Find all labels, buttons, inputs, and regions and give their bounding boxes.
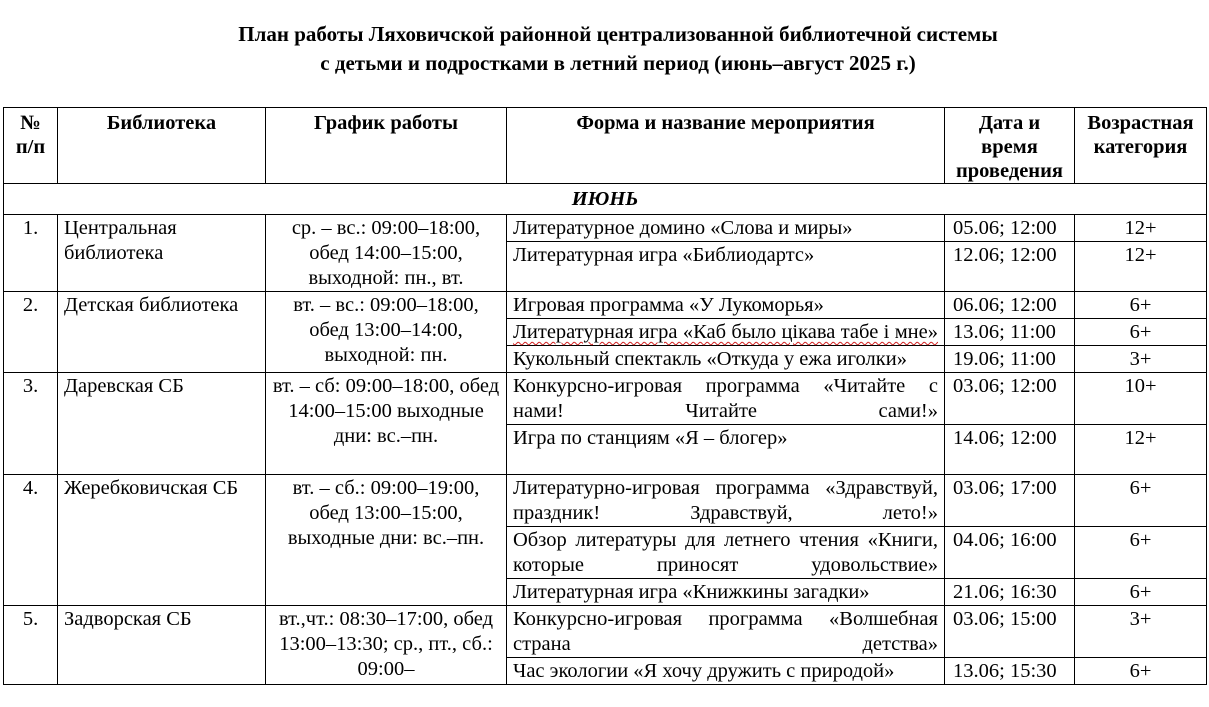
library-schedule: вт.,чт.: 08:30–17:00, обед 13:00–13:30; ср., пт., сб.: 09:00– <box>266 606 507 685</box>
event-age: 6+ <box>1075 475 1207 527</box>
event-age: 3+ <box>1075 606 1207 658</box>
library-name: Детская библиотека <box>58 292 266 373</box>
event-date: 05.06; 12:00 <box>945 215 1075 242</box>
event-age: 6+ <box>1075 527 1207 579</box>
header-event: Форма и название мероприятия <box>507 108 945 184</box>
event-name: Час экологии «Я хочу дружить с природой» <box>507 658 945 685</box>
event-name: Литературная игра «Библиодартс» <box>507 242 945 292</box>
event-date: 21.06; 16:30 <box>945 579 1075 606</box>
library-name: Центральная библиотека <box>58 215 266 292</box>
row-number: 4. <box>4 475 58 606</box>
header-library: Библиотека <box>58 108 266 184</box>
library-name: Задворская СБ <box>58 606 266 685</box>
header-date: Дата и время проведения <box>945 108 1075 184</box>
library-schedule: вт. – вс.: 09:00–18:00, обед 13:00–14:00, выходной: пн. <box>266 292 507 373</box>
row-number: 3. <box>4 373 58 475</box>
event-date: 03.06; 17:00 <box>945 475 1075 527</box>
library-name: Даревская СБ <box>58 373 266 475</box>
event-date: 12.06; 12:00 <box>945 242 1075 292</box>
event-age: 6+ <box>1075 292 1207 319</box>
table-row <box>4 292 1207 319</box>
row-number: 5. <box>4 606 58 685</box>
event-age: 12+ <box>1075 215 1207 242</box>
library-schedule: ср. – вс.: 09:00–18:00, обед 14:00–15:00, выходной: пн., вт. <box>266 215 507 292</box>
event-date: 14.06; 12:00 <box>945 425 1075 475</box>
row-number: 2. <box>4 292 58 373</box>
event-age: 3+ <box>1075 346 1207 373</box>
event-name: Литературная игра «Книжкины загадки» <box>507 579 945 606</box>
library-schedule: вт. – сб.: 09:00–19:00, обед 13:00–15:00, выходные дни: вс.–пн. <box>266 475 507 606</box>
event-name: Литературно-игровая программа «Здравствуй, праздник! Здравствуй, лето!» <box>507 475 945 527</box>
event-age: 12+ <box>1075 242 1207 292</box>
library-schedule: вт. – сб: 09:00–18:00, обед 14:00–15:00 выходные дни: вс.–пн. <box>266 373 507 475</box>
event-date: 13.06; 15:30 <box>945 658 1075 685</box>
event-age: 6+ <box>1075 658 1207 685</box>
event-date: 19.06; 11:00 <box>945 346 1075 373</box>
event-name: Кукольный спектакль «Откуда у ежа иголки» <box>507 346 945 373</box>
event-date: 13.06; 11:00 <box>945 319 1075 346</box>
event-name: Конкурсно-игровая программа «Читайте с нами! Читайте сами!» <box>507 373 945 425</box>
header-row <box>4 108 1207 184</box>
event-date: 06.06; 12:00 <box>945 292 1075 319</box>
library-name: Жеребковичская СБ <box>58 475 266 606</box>
table-row <box>4 606 1207 658</box>
event-date: 03.06; 15:00 <box>945 606 1075 658</box>
event-age: 10+ <box>1075 373 1207 425</box>
event-name: Литературное домино «Слова и миры» <box>507 215 945 242</box>
event-name: Обзор литературы для летнего чтения «Книги, которые приносят удовольствие» <box>507 527 945 579</box>
header-age: Возрастная категория <box>1075 108 1207 184</box>
event-name: Конкурсно-игровая программа «Волшебная страна детства» <box>507 606 945 658</box>
row-number: 1. <box>4 215 58 292</box>
event-name: Игровая программа «У Лукоморья» <box>507 292 945 319</box>
table-row <box>4 475 1207 527</box>
schedule-table <box>3 107 1207 685</box>
title-line-1: План работы Ляховичской районной централизованной библиотечной системы <box>238 22 998 46</box>
month-row <box>4 184 1207 215</box>
month-label: ИЮНЬ <box>4 184 1207 215</box>
header-num: № п/п <box>4 108 58 184</box>
event-age: 6+ <box>1075 319 1207 346</box>
event-age: 12+ <box>1075 425 1207 475</box>
event-name: Литературная игра «Каб было цікава табе і мне» <box>507 319 945 346</box>
table-row <box>4 373 1207 425</box>
event-date: 04.06; 16:00 <box>945 527 1075 579</box>
document-title <box>0 20 1209 78</box>
event-age: 6+ <box>1075 579 1207 606</box>
event-name: Игра по станциям «Я – блогер» <box>507 425 945 475</box>
title-line-2: с детьми и подростками в летний период (июнь–август 2025 г.) <box>320 51 916 75</box>
table-row <box>4 215 1207 242</box>
header-schedule: График работы <box>266 108 507 184</box>
event-date: 03.06; 12:00 <box>945 373 1075 425</box>
